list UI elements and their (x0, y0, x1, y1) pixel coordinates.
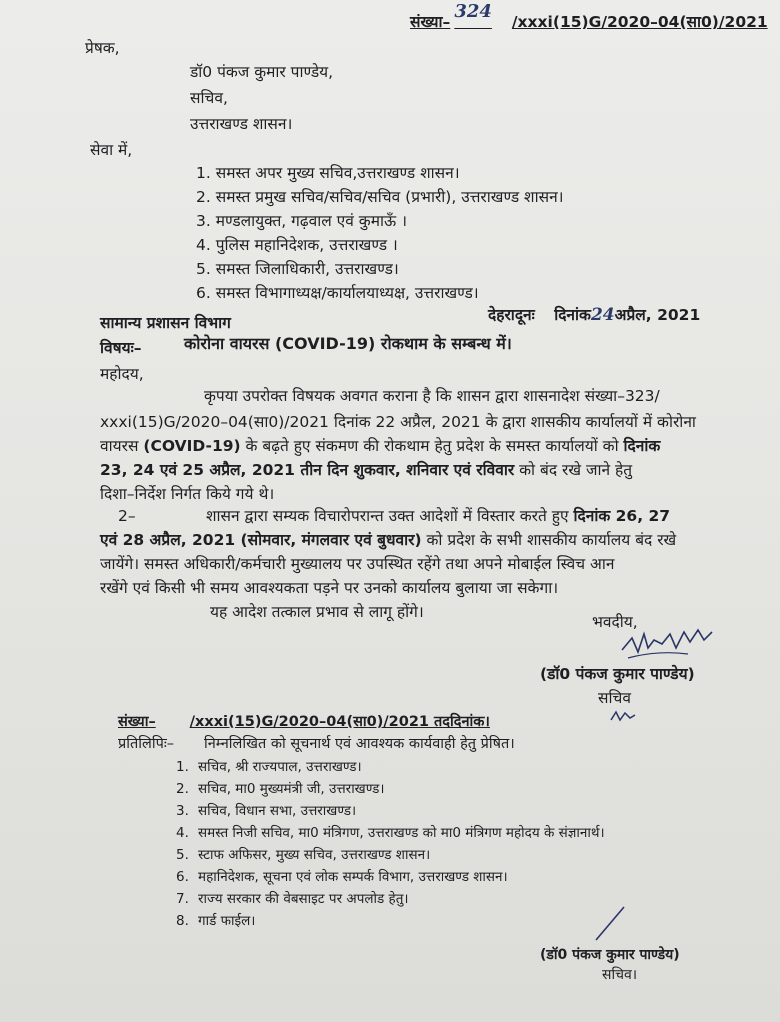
para2-text: को प्रदेश के सभी शासकीय कार्यालय बंद रखे (421, 531, 677, 549)
copy-signatory-name: (डॉ0 पंकज कुमार पाण्डेय) (540, 947, 680, 963)
para1-bold-text: दिनांक (623, 437, 661, 455)
para2-line: जायेंगे। समस्त अधिकारी/कर्मचारी मुख्यालय पर उपस्थित रहेंगे तथा अपने मोबाईल स्विच आन (100, 555, 615, 573)
salutation: महोदय, (100, 365, 144, 383)
para2-line (206, 506, 670, 526)
para2-bold-text: एवं 28 अप्रैल, 2021 (सोमवार, मंगलवार एवं बुधवार) (100, 531, 422, 549)
effect-line: यह आदेश तत्काल प्रभाव से लागू होंगे। (210, 603, 424, 621)
copy-list-item: 2. सचिव, मा0 मुख्यमंत्री जी, उत्तराखण्ड। (176, 781, 385, 797)
subject-label: विषयः– (100, 339, 142, 357)
ref-label: संख्या– (410, 13, 451, 31)
copy-ref-text: /xxxi(15)G/2020–04(सा0)/2021 तददिनांक। (189, 714, 490, 730)
recipient-item: 6. समस्त विभागाध्यक्ष/कार्यालयाध्यक्ष, उत्तराखण्ड। (196, 284, 479, 302)
para2-text: शासन द्वारा सम्यक विचारोपरान्त उक्त आदेशों में विस्तार करते हुए (206, 507, 574, 525)
recipient-item: 1. समस्त अपर मुख्य सचिव,उत्तराखण्ड शासन। (196, 164, 460, 182)
date-line (488, 305, 700, 325)
para1-text: को बंद रखे जाने हेतु (514, 461, 633, 479)
para2-number: 2– (118, 507, 136, 525)
copy-intro: निम्नलिखित को सूचनार्थ एवं आवश्यक कार्यवाही हेतु प्रेषित। (204, 736, 515, 752)
closing-signatory-name: (डॉ0 पंकज कुमार पाण्डेय) (540, 665, 695, 683)
para2-bold-text: दिनांक 26, 27 (573, 507, 671, 525)
para2-line (100, 530, 676, 550)
copy-ref-label: संख्या– (118, 714, 156, 730)
copy-signatory-designation: सचिव। (602, 967, 638, 983)
place-label: देहरादूनः (488, 306, 535, 324)
signature-scribble (618, 620, 718, 666)
department-name: सामान्य प्रशासन विभाग (100, 314, 231, 332)
sender-office: उत्तराखण्ड शासन। (190, 115, 293, 133)
copy-list-item: 4. समस्त निजी सचिव, मा0 मंत्रिगण, उत्तराखण्ड को मा0 मंत्रिगण महोदय के संज्ञानार्थ। (176, 825, 605, 841)
ref-suffix: /xxxi(15)G/2020–04(सा0)/2021 (511, 13, 768, 31)
subject-text: कोरोना वायरस (COVID-19) रोकथाम के सम्बन्ध में। (184, 334, 512, 353)
recipient-item: 5. समस्त जिलाधिकारी, उत्तराखण्ड। (196, 260, 399, 278)
para1-text: वायरस (100, 437, 144, 455)
copy-list-item: 6. महानिदेशक, सूचना एवं लोक सम्पर्क विभाग, उत्तराखण्ड शासन। (176, 869, 508, 885)
para2-line: रखेंगे एवं किसी भी समय आवश्यकता पड़ने पर उनको कार्यालय बुलाया जा सकेगा। (100, 579, 559, 597)
sender-label: प्रेषक, (85, 39, 120, 57)
para1-text: के बढ़ते हुए संकमण की रोकथाम हेतु प्रदेश के समस्त कार्यालयों को (240, 437, 624, 455)
copy-reference-line (118, 712, 490, 732)
para1-line: कृपया उपरोक्त विषयक अवगत कराना है कि शासन द्वारा शासनादेश संख्या–323/ (204, 387, 660, 405)
date-label: दिनांक (554, 306, 591, 324)
reference-line (410, 1, 768, 32)
para1-bold-text: (COVID-19) (143, 437, 241, 455)
copy-list-item: 8. गार्ड फाईल। (176, 913, 256, 929)
copy-label: प्रतिलिपिः– (118, 736, 175, 752)
copy-list-item: 5. स्टाफ अफिसर, मुख्य सचिव, उत्तराखण्ड शासन। (176, 847, 431, 863)
recipient-item: 3. मण्डलायुक्त, गढ़वाल एवं कुमाऊँ । (196, 212, 407, 230)
recipients-label: सेवा में, (90, 141, 133, 159)
date-rest: अप्रैल, 2021 (614, 306, 701, 324)
para1-line (100, 460, 632, 480)
closing-signatory-designation: सचिव (598, 689, 631, 707)
copy-list-item: 3. सचिव, विधान सभा, उत्तराखण्ड। (176, 803, 357, 819)
yours-faithfully: भवदीय, (592, 613, 638, 631)
ref-number-handwritten: 324 (454, 1, 492, 22)
date-handwritten: 24 (590, 305, 615, 325)
para1-bold-text: 23, 24 एवं 25 अप्रैल, 2021 तीन दिन शुकवार, शनिवार एवं रविवार (100, 461, 515, 479)
recipient-item: 4. पुलिस महानिदेशक, उत्तराखण्ड । (196, 236, 398, 254)
para1-line: xxxi(15)G/2020–04(सा0)/2021 दिनांक 22 अप्रैल, 2021 के द्वारा शासकीय कार्यालयों में कोरोना (100, 413, 696, 431)
sender-designation: सचिव, (190, 89, 228, 107)
initials-mark (608, 706, 638, 724)
copy-list-item: 7. राज्य सरकार की वेबसाइट पर अपलोड हेतु। (176, 891, 409, 907)
para1-line: दिशा–निर्देश निर्गत किये गये थे। (100, 485, 275, 503)
para1-line (100, 436, 660, 456)
copy-signature-stroke (592, 904, 628, 944)
recipient-item: 2. समस्त प्रमुख सचिव/सचिव/सचिव (प्रभारी), उत्तराखण्ड शासन। (196, 188, 564, 206)
sender-name: डॉ0 पंकज कुमार पाण्डेय, (190, 63, 334, 81)
copy-list-item: 1. सचिव, श्री राज्यपाल, उत्तराखण्ड। (176, 759, 362, 775)
